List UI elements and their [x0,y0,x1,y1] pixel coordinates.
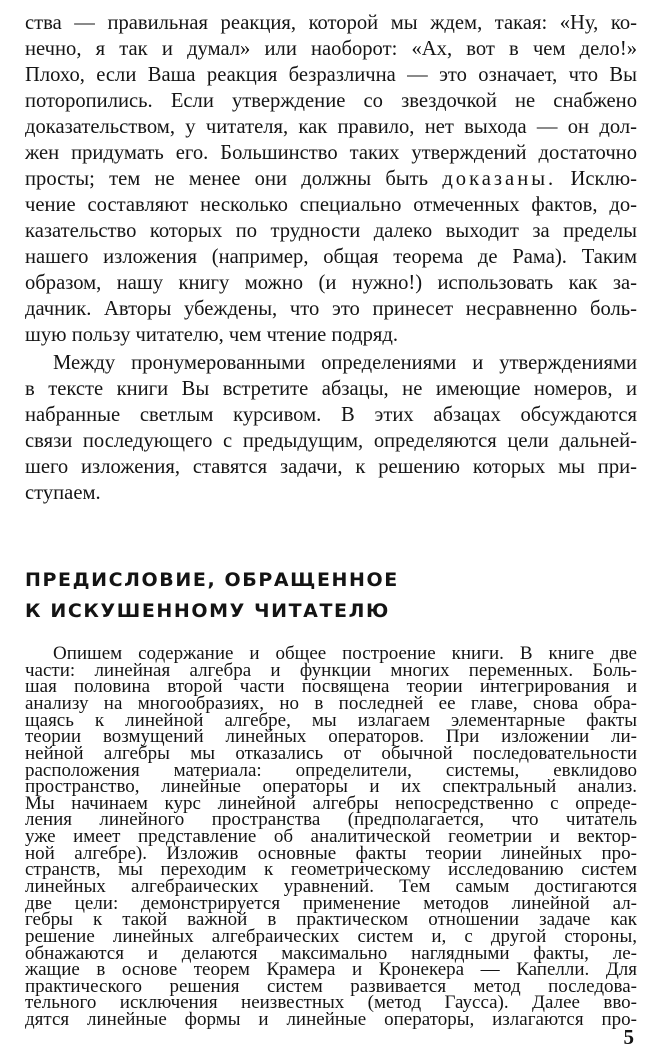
text-line: дачник. Авторы убеждены, что это принесет несравненно боль- [25,298,637,320]
text-line: ства — правильная реакция, которой мы ждем, такая: «Ну, ко- [25,12,637,34]
text-line: доказательством, у читателя, как правило, нет выхода — он дол- [25,116,637,138]
text-run: Исклю- [556,168,637,190]
text-line: шую пользу читателю, чем чтение подряд. [25,324,398,346]
text-line: нейной алгебры мы отказались от обычной последовательности [25,742,637,764]
section-heading-line: ПРЕДИСЛОВИЕ, ОБРАЩЕННОЕ [25,569,399,591]
text-line: нашего изложения (например, общая теорема де Рама). Таким [25,246,637,268]
text-line: практического решения систем развивается метод последова- [25,975,637,997]
text-line: решение линейных алгебраических систем и, с другой стороны, [25,925,637,947]
text-line: обнажаются и делаются максимально наглядными факты, ле- [25,942,637,964]
text-line: образом, нашу книгу можно (и нужно!) использовать как за- [25,272,637,294]
text-line: ления линейного пространства (предполагается, что читатель [25,809,637,831]
page-number: 5 [623,1025,634,1049]
text-line: уже имеет представление об аналитической геометрии и вектор- [25,826,637,847]
text-line: шая половина второй части посвящена теории интегрирования и [25,676,637,698]
text-line: Мы начинаем курс линейной алгебры непосредственно с опреде- [25,792,637,814]
text-line: набранные светлым курсивом. В этих абзацах обсуждаются [25,404,637,426]
text-line: связи последующего с предыдущим, определяются цели дальней- [25,430,637,452]
text-line: Между пронумерованными определениями и утверждениями [53,352,637,374]
text-line: Плохо, если Ваша реакция безразлична — это означает, что Вы [25,64,637,86]
text-line: части: линейная алгебра и функции многих переменных. Боль- [25,659,637,681]
section-heading-line: К ИСКУШЕННОМУ ЧИТАТЕЛЮ [25,600,390,622]
text-line: линейных алгебраических уравнений. Тем самым достигаются [25,875,637,897]
text-line: ной алгебре). Изложив основные факты теории линейных про- [25,842,637,864]
text-line: жащие в основе теорем Крамера и Кронекера — Капелли. Для [25,959,637,981]
text-line: две цели: демонстрируется применение методов линейной ал- [25,892,637,914]
text-line: тельного исключения неизвестных (метод Гаусса). Далее вво- [25,992,637,1014]
text-line: ступаем. [25,482,101,504]
text-run: просты; тем не менее они должны быть [25,168,443,190]
text-line-mixed [25,166,637,192]
text-line: пространство, линейные операторы и их спектральный анализ. [25,776,637,798]
text-line: нечно, я так и думал» или наоборот: «Ах, вот в чем дело!» [25,38,637,60]
text-line: казательство которых по трудности далеко выходит за пределы [25,220,637,242]
text-line: Опишем содержание и общее построение книги. В книге две [53,643,637,664]
text-line: странств, мы переходим к геометрическому исследованию систем [25,859,637,881]
text-line: жен придумать его. Большинство таких утверждений достаточно [25,142,637,164]
text-line: поторопились. Если утверждение со звездочкой не снабжено [25,90,637,112]
text-line: щаясь к линейной алгебре, мы излагаем элементарные факты [25,709,637,731]
text-line: анализу на многообразиях, но в последней ее главе, снова обра- [25,692,637,714]
text-line: в тексте книги Вы встретите абзацы, не имеющие номеров, и [25,378,637,400]
text-line: гебры к такой важной в практическом отношении задаче как [25,909,637,931]
text-line: теории возмущений линейных операторов. При изложении ли- [25,726,637,748]
text-line: шего изложения, ставятся задачи, к решению которых мы при- [25,456,637,478]
text-line: чение составляют несколько специально отмеченных фактов, до- [25,194,637,216]
text-line: дятся линейные формы и линейные операторы, излагаются про- [25,1009,637,1030]
spaced-emphasis-word: доказаны. [442,168,557,190]
text-line: расположения материала: определители, системы, евклидово [25,759,637,781]
